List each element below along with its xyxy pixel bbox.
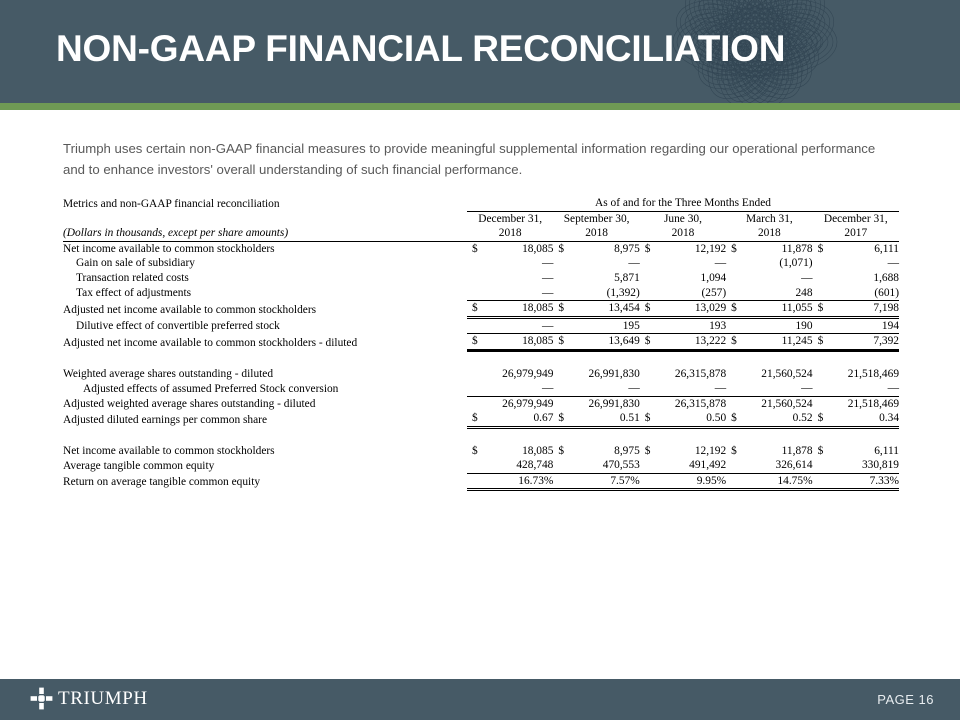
table-row (63, 444, 899, 459)
cell-r2-c3: — (801, 271, 813, 284)
cell-r9-c1: 26,991,830 (588, 397, 640, 410)
column-header-month-0: December 31, (478, 212, 543, 225)
table-row (63, 301, 899, 318)
spacer-cell (813, 427, 899, 443)
cell-r8-c2: — (640, 381, 726, 396)
table-row (63, 256, 899, 271)
spacer-cell (640, 350, 726, 366)
row-label: Transaction related costs (76, 271, 189, 284)
cell-r4-c1: $ 13,454 (553, 301, 639, 318)
slide-header (0, 0, 960, 103)
row-label: Average tangible common equity (63, 459, 215, 472)
spacer-cell (726, 427, 812, 443)
cell-r7-c0: 26,979,949 (502, 367, 554, 380)
cell-r13-c2: 9.95% (640, 473, 726, 490)
spacer-cell (63, 427, 467, 443)
cell-r8-c4: — (813, 381, 899, 396)
row-label: Adjusted effects of assumed Preferred Stock conversion (83, 382, 339, 395)
table-row (63, 458, 899, 473)
cell-r6-c3: $ 11,245 (726, 334, 812, 351)
cell-r3-c0: — (467, 286, 553, 301)
cell-r3-c3: 248 (726, 286, 812, 301)
page-title: NON-GAAP FINANCIAL RECONCILIATION (56, 28, 786, 69)
table-row (63, 334, 899, 351)
column-header-year-3: 2018 (726, 226, 812, 241)
cell-r13-c3: 14.75% (726, 473, 812, 490)
table-span-header: As of and for the Three Months Ended (467, 196, 899, 211)
cell-r13-c1: 7.57% (553, 473, 639, 490)
cell-r13-c4: 7.33% (813, 473, 899, 490)
units-note: (Dollars in thousands, except per share amounts) (63, 226, 467, 241)
cell-r1-c1: — (628, 257, 640, 270)
cell-r7-c2: 26,315,878 (674, 367, 727, 380)
row-label: Net income available to common stockholders (63, 444, 275, 457)
cell-r10-c2: $ 0.50 (640, 411, 726, 427)
spacer-cell (553, 350, 639, 366)
brand-logo (30, 687, 148, 710)
cell-r11-c3: $ 11,878 (726, 444, 812, 459)
table-row (63, 367, 899, 382)
row-label: Return on average tangible common equity (63, 476, 261, 489)
column-header-year-4: 2017 (813, 226, 899, 241)
slide-footer (0, 679, 960, 720)
table-header-span-row (63, 196, 899, 211)
cell-r9-c0: 26,979,949 (502, 397, 554, 410)
cell-r8-c0: — (467, 381, 553, 396)
cell-r2-c2: 1,094 (700, 271, 727, 284)
column-header-year-2: 2018 (640, 226, 726, 241)
cell-r5-c4: 194 (813, 317, 899, 334)
triumph-cross-icon (30, 687, 53, 710)
cell-r1-c0: — (542, 257, 554, 270)
cell-r3-c4: (601) (813, 286, 899, 301)
cell-r1-c4: — (887, 257, 900, 270)
cell-r11-c4: $ 6,111 (813, 444, 899, 459)
cell-r9-c2: 26,315,878 (674, 397, 727, 410)
table-corner-label: Metrics and non-GAAP financial reconciliation (63, 197, 280, 210)
cell-r1-c3: (1,071) (779, 257, 813, 270)
spacer-cell (63, 350, 467, 366)
cell-r10-c1: $ 0.51 (553, 411, 639, 427)
column-header-month-3: March 31, (745, 212, 793, 225)
cell-r10-c3: $ 0.52 (726, 411, 812, 427)
row-label: Dilutive effect of convertible preferred stock (76, 320, 280, 333)
cell-r5-c1: 195 (553, 317, 639, 334)
spacer-cell (553, 427, 639, 443)
cell-r12-c4: 330,819 (813, 458, 899, 473)
table-row-spacer (63, 427, 899, 443)
cell-r7-c4: 21,518,469 (847, 367, 900, 380)
cell-r9-c3: 21,560,524 (761, 397, 813, 410)
row-label: Adjusted net income available to common stockholders (63, 303, 317, 316)
row-label: Adjusted weighted average shares outstanding - diluted (63, 397, 316, 410)
cell-r6-c2: $ 13,222 (640, 334, 726, 351)
cell-r12-c1: 470,553 (553, 458, 639, 473)
cell-r2-c1: 5,871 (614, 271, 640, 284)
cell-r13-c0: 16.73% (467, 473, 553, 490)
cell-r5-c2: 193 (640, 317, 726, 334)
cell-r4-c2: $ 13,029 (640, 301, 726, 318)
cell-r5-c3: 190 (726, 317, 812, 334)
cell-r11-c0: $ 18,085 (467, 444, 553, 459)
cell-r3-c1: (1,392) (553, 286, 639, 301)
cell-r0-c1: $ 8,975 (553, 241, 639, 256)
row-label: Gain on sale of subsidiary (76, 257, 195, 270)
table-row (63, 271, 899, 286)
table-row (63, 411, 899, 427)
cell-r7-c3: 21,560,524 (761, 367, 813, 380)
cell-r8-c1: — (553, 381, 639, 396)
reconciliation-table (63, 196, 899, 491)
spacer-cell (640, 427, 726, 443)
cell-r11-c2: $ 12,192 (640, 444, 726, 459)
page-number: PAGE 16 (877, 692, 934, 707)
intro-paragraph: Triumph uses certain non-GAAP financial measures to provide meaningful supplemental information regarding our operational performance and to enhance investors' overall understanding of such financial performance. (63, 141, 876, 177)
cell-r3-c2: (257) (640, 286, 726, 301)
cell-r2-c0: — (542, 271, 554, 284)
column-header-month-1: September 30, (563, 212, 630, 225)
cell-r0-c3: $ 11,878 (726, 241, 812, 256)
reconciliation-table-wrapper (63, 196, 899, 491)
row-label: Adjusted net income available to common stockholders - diluted (63, 336, 358, 349)
cell-r12-c0: 428,748 (467, 458, 553, 473)
column-header-year-1: 2018 (553, 226, 639, 241)
table-row (63, 241, 899, 256)
row-label: Weighted average shares outstanding - diluted (63, 367, 274, 380)
cell-r10-c4: $ 0.34 (813, 411, 899, 427)
cell-r10-c0: $ 0.67 (467, 411, 553, 427)
cell-r1-c2: — (714, 257, 727, 270)
cell-r0-c0: $ 18,085 (467, 241, 553, 256)
cell-r8-c3: — (726, 381, 812, 396)
spacer-cell (726, 350, 812, 366)
cell-r4-c0: $ 18,085 (467, 301, 553, 318)
column-header-month-2: June 30, (663, 212, 702, 225)
table-row (63, 286, 899, 301)
column-header-year-0: 2018 (467, 226, 553, 241)
cell-r4-c3: $ 11,055 (726, 301, 812, 318)
cell-r6-c0: $ 18,085 (467, 334, 553, 351)
table-header-year-row (63, 226, 899, 241)
cell-r12-c2: 491,492 (640, 458, 726, 473)
row-label: Adjusted diluted earnings per common share (63, 413, 268, 426)
table-row (63, 396, 899, 411)
table-body (63, 196, 899, 490)
table-row (63, 473, 899, 490)
table-row-spacer (63, 350, 899, 366)
cell-r6-c4: $ 7,392 (813, 334, 899, 351)
cell-r0-c4: $ 6,111 (813, 241, 899, 256)
cell-r9-c4: 21,518,469 (847, 397, 900, 410)
cell-r5-c0: — (467, 317, 553, 334)
spacer-cell (467, 427, 553, 443)
spacer-cell (813, 350, 899, 366)
cell-r4-c4: $ 7,198 (813, 301, 899, 318)
cell-r0-c2: $ 12,192 (640, 241, 726, 256)
row-label: Net income available to common stockholders (63, 242, 275, 255)
table-row (63, 381, 899, 396)
table-header-month-row (63, 211, 899, 226)
column-header-month-4: December 31, (823, 212, 888, 225)
table-header-blank (63, 211, 467, 226)
spacer-cell (467, 350, 553, 366)
cell-r12-c3: 326,614 (726, 458, 812, 473)
brand-name: TRIUMPH (58, 687, 148, 709)
cell-r2-c4: 1,688 (873, 271, 900, 284)
header-accent-rule (0, 103, 960, 110)
cell-r11-c1: $ 8,975 (553, 444, 639, 459)
cell-r7-c1: 26,991,830 (588, 367, 640, 380)
cell-r6-c1: $ 13,649 (553, 334, 639, 351)
row-label: Tax effect of adjustments (76, 287, 192, 300)
table-row (63, 317, 899, 334)
